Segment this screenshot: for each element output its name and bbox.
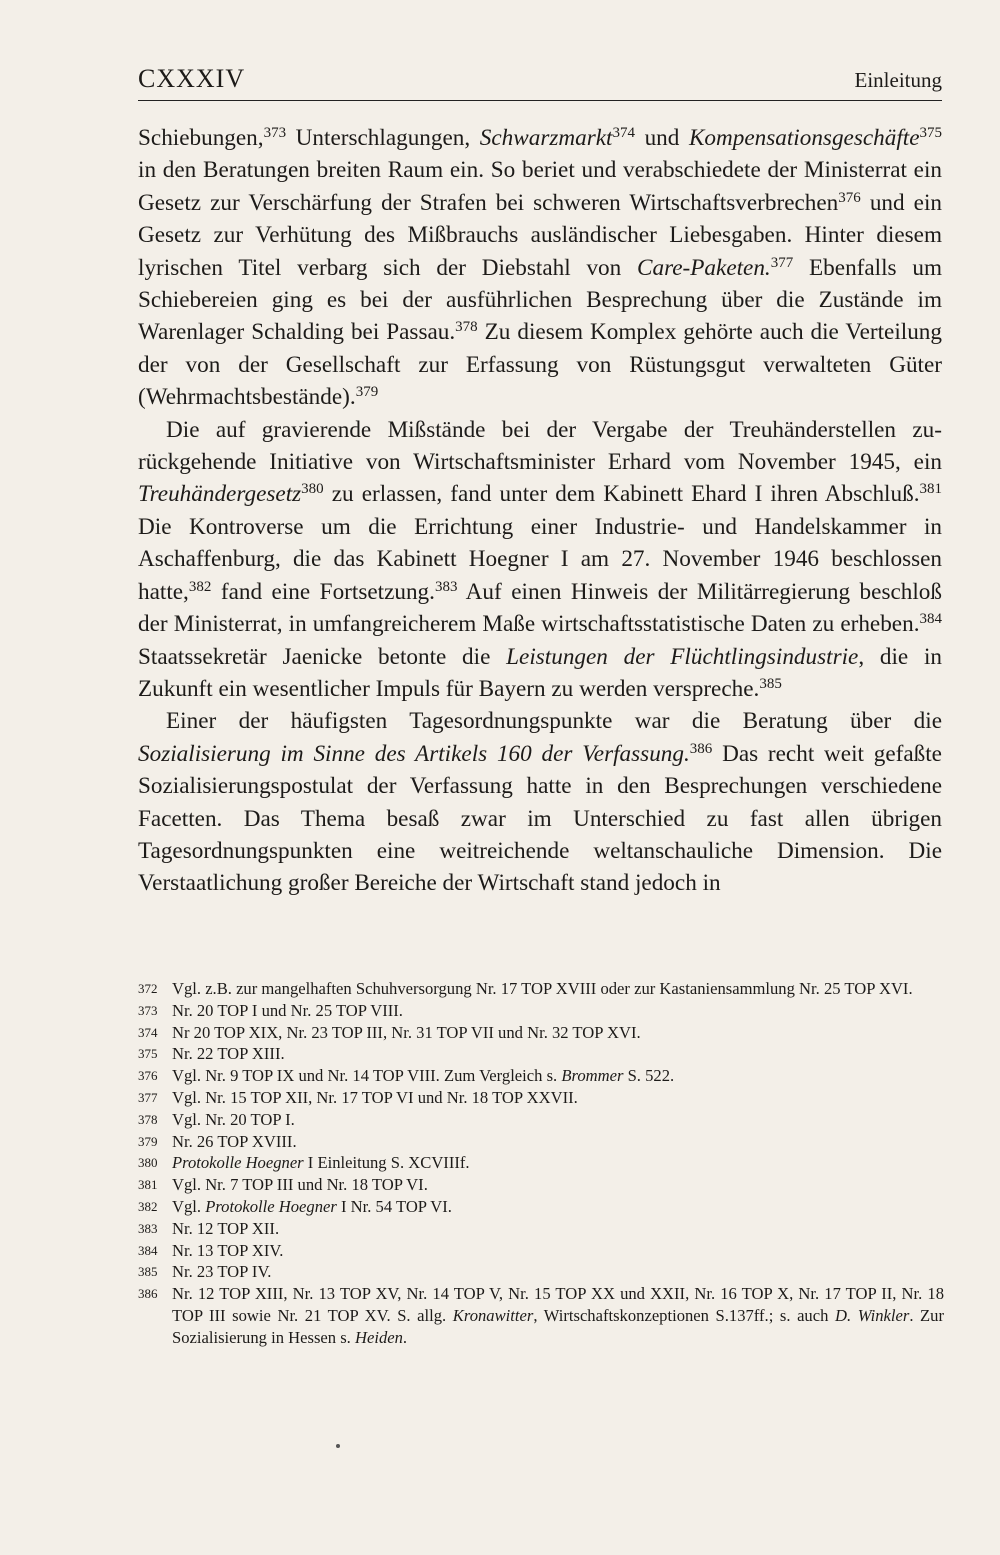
- footnote: 372 Vgl. z.B. zur mangelhaften Schuhversorgung Nr. 17 TOP XVIII oder zur Kastaniensammlung Nr. 25 TOP XVI.: [138, 979, 913, 998]
- footnote: 375 Nr. 22 TOP XIII.: [138, 1044, 285, 1064]
- footnote: 379 Nr. 26 TOP XVIII.: [138, 1131, 297, 1151]
- footnote: 383 Nr. 12 TOP XII.: [138, 1218, 280, 1238]
- footnote-ref: 375: [919, 125, 943, 141]
- footnote-ref: 384: [919, 611, 942, 628]
- footnote: 377 Vgl. Nr. 15 TOP XII, Nr. 17 TOP VI und Nr. 18 TOP XXVII.: [138, 1087, 578, 1107]
- footnote-ref: 385: [759, 675, 782, 692]
- footnote-ref: 377: [770, 254, 794, 271]
- footnote: 380 Protokolle Hoegner I Einleitung S. XCVIIIf.: [138, 1153, 470, 1173]
- body-text: [138, 122, 942, 900]
- footnote-ref: 378: [455, 319, 478, 336]
- footnote: 376 Vgl. Nr. 9 TOP IX und Nr. 14 TOP VIII. Zum Vergleich s. Brommer S. 522.: [138, 1066, 675, 1086]
- footnote-ref: 381: [919, 481, 942, 498]
- footnote: 384 Nr. 13 TOP XIV.: [138, 1240, 284, 1260]
- footnote: 381 Vgl. Nr. 7 TOP III und Nr. 18 TOP VI.: [138, 1175, 428, 1195]
- footnote-ref: 386: [689, 740, 713, 757]
- running-header: [138, 62, 942, 98]
- section-title: Einleitung: [854, 68, 942, 92]
- footnote-ref: 376: [838, 189, 861, 206]
- footnote-ref: 373: [263, 125, 287, 141]
- print-speck: [336, 1444, 340, 1448]
- page-number: CXXXIV: [138, 64, 246, 93]
- paragraph-1: Schiebungen,$^{373}$ Unterschlagungen, Schwarzmarkt$^{374}$ und Kompensationsgeschäfte$^{375}$ in den Beratungen breiten Raum ein. So beriet und verabschiedete der Ministerrat ein Gesetz zur Verschärfung der Strafen bei schweren Wirtschaftsverbrechen$^{376}$ und ein Gesetz zur Verhütung des Mißbrauchs ausländischer Liebesgaben. Hinter diesem lyrischen Titel verbarg sich der Diebstahl von Care-Paketen.$^{377}$ Ebenfalls um Schiebereien ging es bei der ausführlichen Besprechung über die Zustände im Warenlager Schalding bei Passau.$^{378}$ Zu diesem Komplex gehörte auch die Verteilung der von der Gesellschaft zur Erfassung von Rüstungsgut verwalteten Güter (Wehrmachtsbestände).$^{379}$: [138, 125, 943, 411]
- footnote-ref: 380: [301, 481, 324, 498]
- footnote-ref: 374: [612, 125, 635, 141]
- header-rule: [138, 100, 942, 101]
- paragraph-2: Die auf gravierende Mißstände bei der Vergabe der Treuhänderstellen zurückgehende Initiative von Wirtschaftsminister Erhard vom November 1945, ein Treuhändergesetz$^{380}$ zu erlassen, fand unter dem Kabinett Ehard I ihren Abschluß.$^{381}$ Die Kontroverse um die Errichtung einer Industrie- und Handelskammer in Aschaffenburg, die das Kabinett Hoegner I am 27. November 1946 beschlossen hatte,$^{382}$ fand eine Fortsetzung.$^{383}$ Auf einen Hinweis der Militärregierung beschloß der Ministerrat, in umfangreicherem Maße wirtschaftsstatistische Daten zu erheben.$^{384}$ Staatssekretär Jaenicke betonte die Leistungen der Flüchtlingsindustrie, die in Zukunft ein wesentlicher Impuls für Bayern zu werden verspreche.$^{385}$: [138, 416, 942, 702]
- footnote-ref: 379: [355, 384, 379, 401]
- paragraph-3: Einer der häufigsten Tagesordnungspunkte war die Beratung über die Sozialisierung im Sinne des Artikels 160 der Verfassung.$^{386}$ Das recht weit gefaßte Sozialisierungspostulat der Verfassung hatte in den Besprechungen verschiedene Facetten. Das Thema besaß zwar im Unterschied zu fast allen übrigen Tagesordnungspunkten eine weitreichende weltanschauliche Dimension. Die Verstaatlichung großer Bereiche der Wirtschaft stand jedoch in: [138, 708, 942, 897]
- footnote-ref: 382: [188, 578, 212, 595]
- footnote: 386 Nr. 12 TOP XIII, Nr. 13 TOP XV, Nr. 14 TOP V, Nr. 15 TOP XX und XXII, Nr. 16 TOP X, Nr. 17 TOP II, Nr. 18 TOP III sowie Nr. 21 TOP XV. S. allg. Kronawitter, Wirtschaftskonzeptionen S.137ff.; s. auch D. Winkler. Zur Sozialisierung in Hessen s. Heiden.: [138, 1284, 944, 1347]
- footnote: 374 Nr 20 TOP XIX, Nr. 23 TOP III, Nr. 31 TOP VII und Nr. 32 TOP XVI.: [138, 1022, 641, 1042]
- footnote-ref: 383: [434, 578, 458, 595]
- footnote: 382 Vgl. Protokolle Hoegner I Nr. 54 TOP VI.: [138, 1196, 452, 1216]
- footnote: 385 Nr. 23 TOP IV.: [138, 1262, 272, 1282]
- footnotes: [138, 978, 944, 1349]
- footnote: 378 Vgl. Nr. 20 TOP I.: [138, 1109, 295, 1129]
- footnote: 373 Nr. 20 TOP I und Nr. 25 TOP VIII.: [138, 1000, 403, 1020]
